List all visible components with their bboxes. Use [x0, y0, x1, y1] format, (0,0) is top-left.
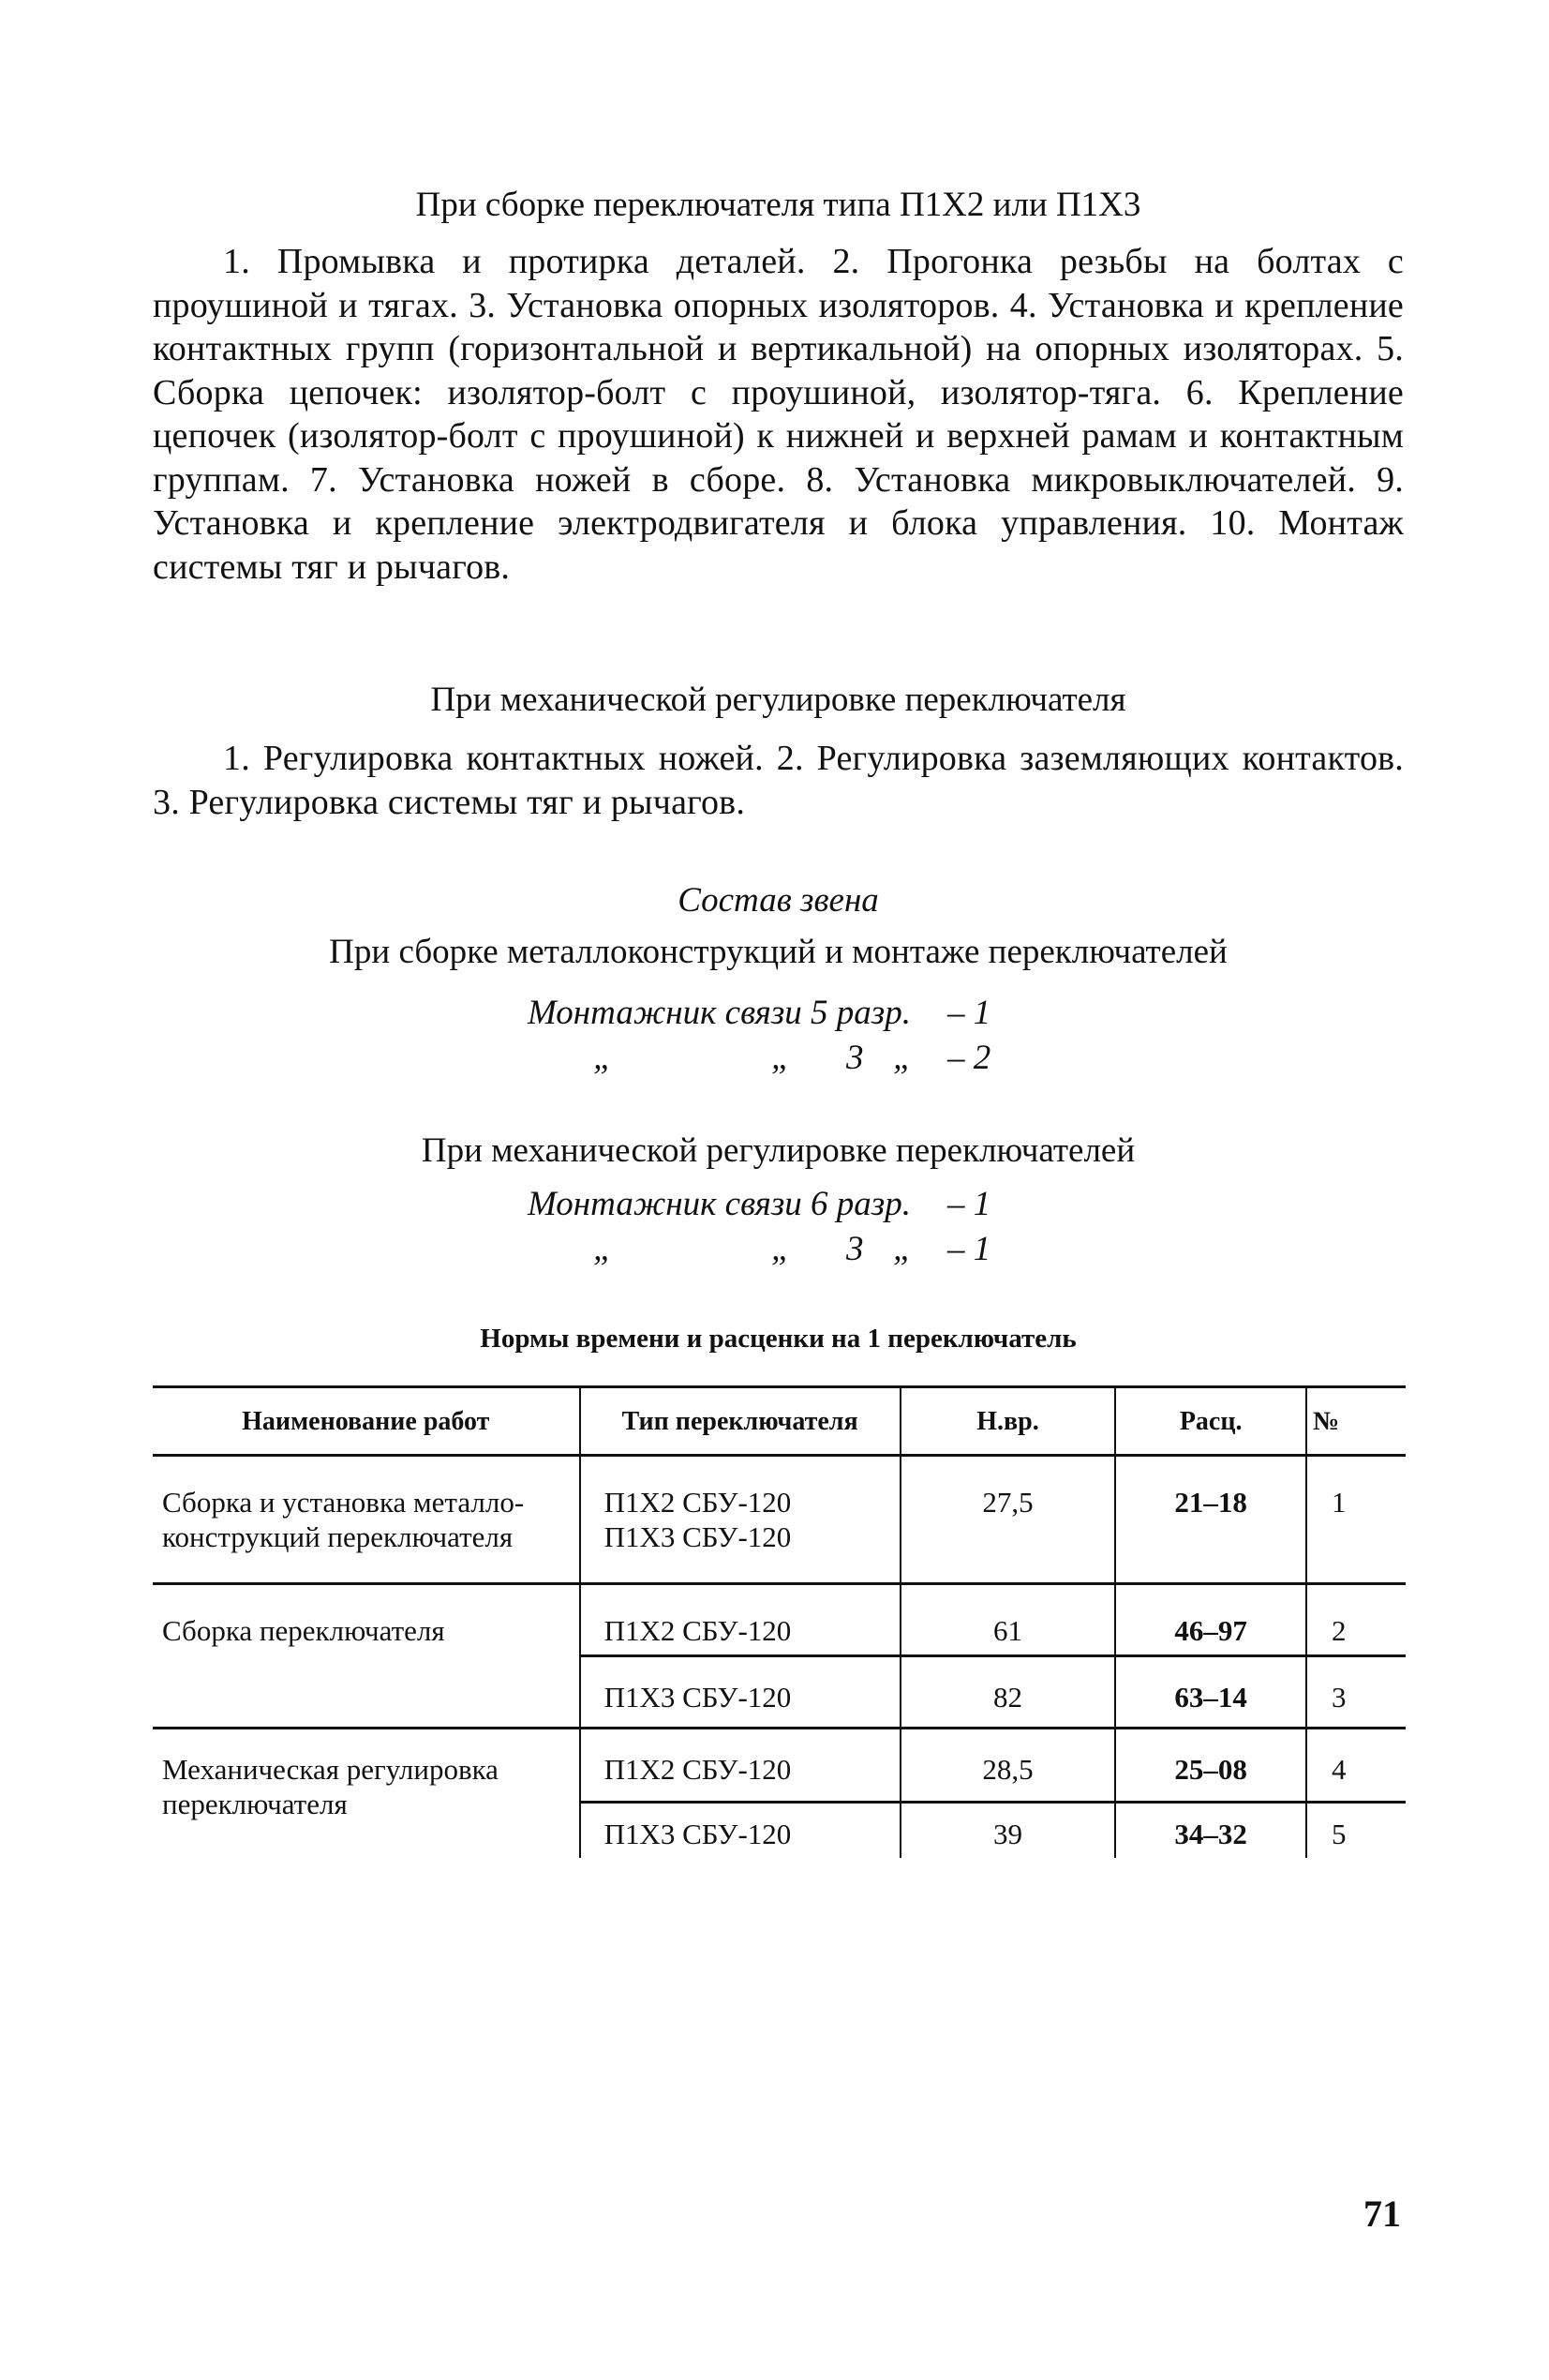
- cell-price: 34–32: [1115, 1803, 1306, 1859]
- crew-role: Монтажник связи 6 разр.: [528, 1185, 911, 1223]
- adjust-heading: При механической регулировке переключателя: [430, 681, 1126, 719]
- cell-type: [580, 1803, 901, 1859]
- crew-section: [153, 878, 1404, 1268]
- header-num: №: [1306, 1387, 1406, 1456]
- ditto-mark: „: [893, 1230, 913, 1268]
- cell-time: 28,5: [901, 1729, 1116, 1803]
- page-number: 71: [1363, 2193, 1401, 2235]
- cell-price: 63–14: [1115, 1656, 1306, 1729]
- cell-type: [580, 1584, 901, 1656]
- crew-group2-title: При механической регулировке переключателей: [421, 1131, 1136, 1170]
- cell-num: 5: [1306, 1803, 1406, 1859]
- crew-group2-line1: [153, 1182, 1404, 1227]
- cell-time: 39: [901, 1803, 1116, 1859]
- cell-type: [580, 1729, 901, 1803]
- cell-type-line: П1Х2 СБУ-120: [603, 1614, 792, 1647]
- cell-work-line: Механическая регулировка: [162, 1753, 499, 1786]
- cell-num: 1: [1306, 1456, 1406, 1584]
- table-row: [153, 1584, 1406, 1656]
- cell-work: [153, 1456, 580, 1584]
- header-work: Наименование работ: [153, 1387, 580, 1456]
- assembly-heading: При сборке переключателя типа П1Х2 или П1Х3: [415, 186, 1141, 224]
- table-row: [153, 1456, 1406, 1584]
- crew-count: – 2: [947, 1039, 991, 1077]
- table-header-row: [153, 1387, 1406, 1456]
- ditto-mark: „: [593, 1039, 613, 1077]
- cell-price: 25–08: [1115, 1729, 1306, 1803]
- cell-price: 46–97: [1115, 1584, 1306, 1656]
- adjust-text: 1. Регулировка контактных ножей. 2. Регулировка заземляющих контактов. 3. Регулировка системы тяг и рычагов.: [153, 739, 1404, 822]
- cell-type: [580, 1456, 901, 1584]
- norms-table: [153, 1385, 1406, 1858]
- cell-work-line: Сборка и установка металло-: [162, 1486, 525, 1519]
- table-row: [153, 1729, 1406, 1803]
- cell-type-line: П1Х2 СБУ-120: [603, 1753, 792, 1786]
- crew-heading: Состав звена: [678, 881, 879, 920]
- cell-time: 82: [901, 1656, 1116, 1729]
- crew-group1-line2: [153, 1036, 1404, 1081]
- adjust-section: [153, 679, 1404, 824]
- crew-group1-line1: [153, 991, 1404, 1036]
- crew-group1-title: При сборке металлоконструкций и монтаже переключателей: [329, 933, 1228, 971]
- header-price: Расц.: [1115, 1387, 1306, 1456]
- cell-type-line: П1Х3 СБУ-120: [603, 1520, 792, 1553]
- crew-grade: 3: [846, 1230, 864, 1268]
- cell-time: 61: [901, 1584, 1116, 1656]
- cell-num: 4: [1306, 1729, 1406, 1803]
- assembly-section: [153, 184, 1404, 589]
- ditto-mark: „: [771, 1039, 791, 1077]
- cell-work-line: конструкций переключателя: [162, 1520, 514, 1553]
- cell-work: Сборка переключателя: [153, 1584, 580, 1729]
- cell-type-line: П1Х3 СБУ-120: [603, 1818, 792, 1850]
- crew-group2-line2: [153, 1227, 1404, 1272]
- crew-group2-list: [153, 1182, 1404, 1272]
- cell-num: 3: [1306, 1656, 1406, 1729]
- ditto-mark: „: [893, 1039, 913, 1077]
- ditto-mark: „: [593, 1230, 613, 1268]
- table-caption: [153, 1322, 1404, 1355]
- cell-time: 27,5: [901, 1456, 1116, 1584]
- cell-type-line: П1Х3 СБУ-120: [603, 1681, 792, 1714]
- crew-group1-list: [153, 991, 1404, 1081]
- cell-work: [153, 1729, 580, 1859]
- assembly-text: 1. Промывка и протирка деталей. 2. Прогонка резьбы на болтах с проушиной и тягах. 3. Установка опорных изоляторов. 4. Установка и крепление контактных групп (горизонтальной и вертикальной) на опорных изоляторах. 5. Сборка цепочек: изолятор-болт с проушиной, изолятор-тяга. 6. Крепление цепочек (изолятор-болт с проушиной) к нижней и верхней рамам и контактным группам. 7. Установка ножей в сборе. 8. Установка микровыключателей. 9. Установка и крепление электродвигателя и блока управления. 10. Монтаж системы тяг и рычагов.: [153, 242, 1404, 587]
- crew-grade: 3: [846, 1039, 864, 1077]
- header-type: Тип переключателя: [580, 1387, 901, 1456]
- table-title: Нормы времени и расценки на 1 переключатель: [480, 1324, 1077, 1354]
- crew-count: – 1: [947, 994, 991, 1032]
- cell-work-line: переключателя: [162, 1788, 348, 1820]
- header-time: Н.вр.: [901, 1387, 1116, 1456]
- cell-type-line: П1Х2 СБУ-120: [603, 1486, 792, 1519]
- cell-num: 2: [1306, 1584, 1406, 1656]
- crew-role: Монтажник связи 5 разр.: [528, 994, 911, 1032]
- crew-count: – 1: [947, 1185, 991, 1223]
- cell-price: 21–18: [1115, 1456, 1306, 1584]
- crew-count: – 1: [947, 1230, 991, 1268]
- ditto-mark: „: [771, 1230, 791, 1268]
- cell-type: [580, 1656, 901, 1729]
